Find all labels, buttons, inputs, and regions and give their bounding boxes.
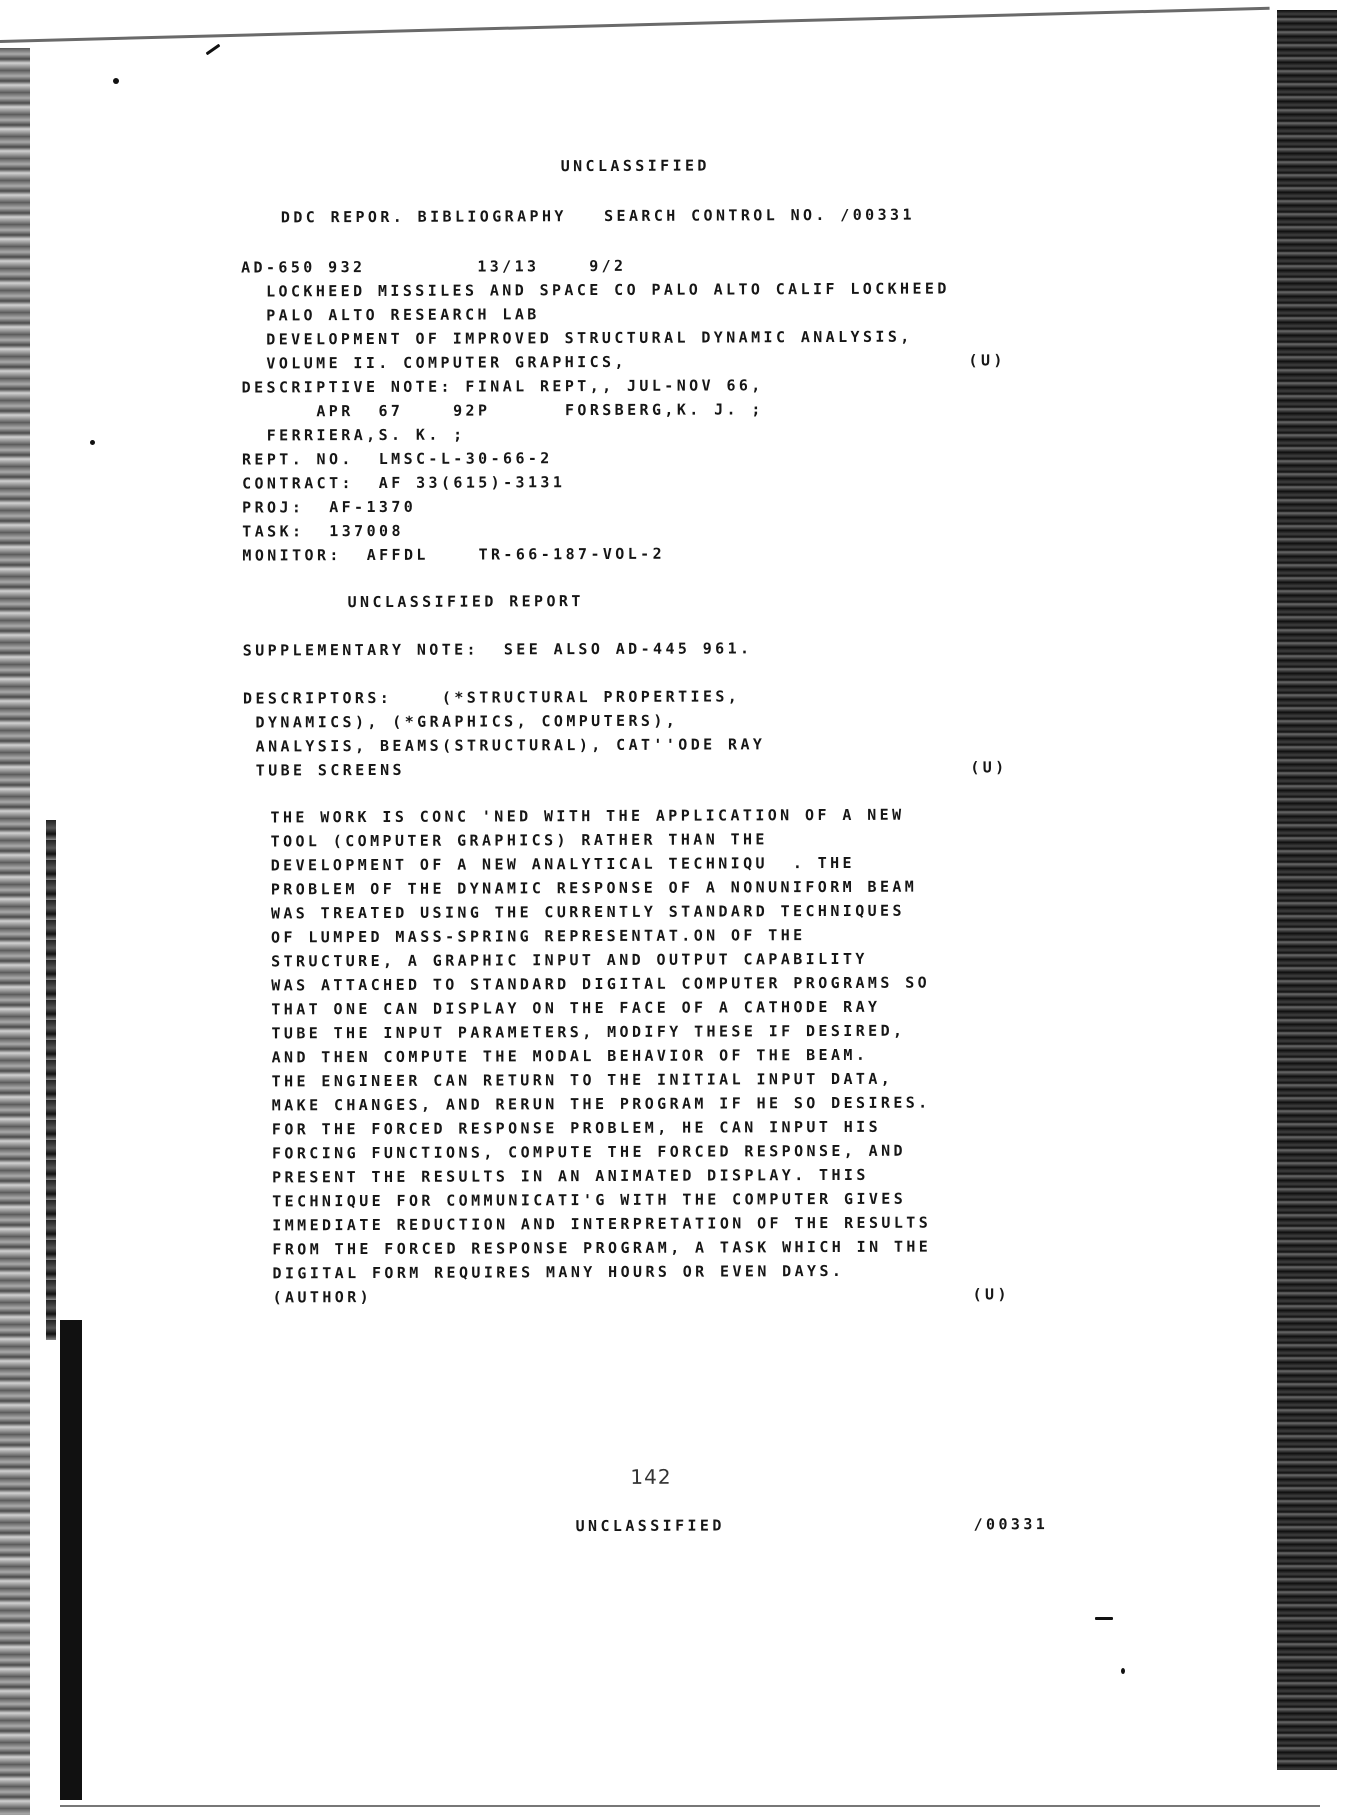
descriptors-classification-mark: (U) [970, 758, 1008, 777]
abstract-line: AND THEN COMPUTE THE MODAL BEHAVIOR OF THE BEAM. [271, 1045, 869, 1067]
record-line: CONTRACT: AF 33(615)-3131 [242, 473, 566, 493]
bibliography-title: DDC REPOR. BIBLIOGRAPHY SEARCH CONTROL NO. /00331 [280, 205, 915, 227]
footer-control-number: /00331 [973, 1515, 1049, 1534]
report-classification: UNCLASSIFIED REPORT [347, 592, 584, 612]
record-line: TASK: 137008 [242, 521, 404, 541]
abstract-line: IMMEDIATE REDUCTION AND INTERPRETATION OF THE RESULTS [272, 1213, 932, 1235]
abstract-line: DEVELOPMENT OF A NEW ANALYTICAL TECHNIQU . THE [270, 853, 856, 875]
abstract-line: MAKE CHANGES, AND RERUN THE PROGRAM IF HE SO DESIRES. [271, 1093, 931, 1115]
record-line: DEVELOPMENT OF IMPROVED STRUCTURAL DYNAMIC ANALYSIS, [241, 327, 913, 349]
abstract-line: TECHNIQUE FOR COMMUNICATI'G WITH THE COMPUTER GIVES [272, 1189, 907, 1211]
record-line: DESCRIPTIVE NOTE: FINAL REPT,, JUL-NOV 66, [241, 376, 764, 397]
abstract-line: FROM THE FORCED RESPONSE PROGRAM, A TASK WHICH IN THE [272, 1237, 932, 1259]
descriptor-line: DESCRIPTORS: (*STRUCTURAL PROPERTIES, [242, 687, 741, 708]
abstract-line: PRESENT THE RESULTS IN AN ANIMATED DISPLAY. THIS [272, 1165, 869, 1187]
abstract-line: WAS TREATED USING THE CURRENTLY STANDARD TECHNIQUES [270, 901, 905, 923]
record-line: APR 67 92P FORSBERG,K. J. ; [241, 400, 764, 421]
abstract-line: PROBLEM OF THE DYNAMIC RESPONSE OF A NONUNIFORM BEAM [270, 877, 918, 899]
abstract-line: DIGITAL FORM REQUIRES MANY HOURS OR EVEN DAYS. [272, 1261, 845, 1283]
abstract-line: THE WORK IS CONC 'NED WITH THE APPLICATION OF A NEW [270, 805, 905, 827]
record-line: PALO ALTO RESEARCH LAB [241, 305, 540, 325]
descriptor-line: ANALYSIS, BEAMS(STRUCTURAL), CAT''ODE RAY [243, 735, 766, 756]
record-line: AD-650 932 13/13 9/2 [241, 256, 627, 277]
abstract-line: TUBE THE INPUT PARAMETERS, MODIFY THESE IF DESIRED, [271, 1021, 906, 1043]
abstract-line: THAT ONE CAN DISPLAY ON THE FACE OF A CATHODE RAY [271, 997, 881, 1019]
footer-classification: UNCLASSIFIED [575, 1516, 725, 1536]
supplementary-note: SUPPLEMENTARY NOTE: SEE ALSO AD-445 961. [242, 639, 753, 660]
record-line: VOLUME II. COMPUTER GRAPHICS, [241, 352, 627, 373]
abstract-line: (AUTHOR) [272, 1288, 373, 1307]
abstract-classification-mark: (U) [972, 1285, 1010, 1304]
record-line: REPT. NO. LMSC-L-30-66-2 [241, 449, 553, 469]
abstract-line: FORCING FUNCTIONS, COMPUTE THE FORCED RESPONSE, AND [271, 1141, 906, 1163]
header-classification: UNCLASSIFIED [560, 156, 710, 176]
record-line: LOCKHEED MISSILES AND SPACE CO PALO ALTO CALIF LOCKHEED [241, 279, 950, 301]
descriptor-line: TUBE SCREENS [243, 760, 405, 780]
page-number: 142 [630, 1464, 672, 1489]
abstract-line: THE ENGINEER CAN RETURN TO THE INITIAL INPUT DATA, [271, 1069, 894, 1091]
record-line: PROJ: AF-1370 [242, 497, 417, 517]
abstract-line: STRUCTURE, A GRAPHIC INPUT AND OUTPUT CAPABILITY [271, 949, 868, 971]
abstract-line: WAS ATTACHED TO STANDARD DIGITAL COMPUTER PROGRAMS SO [271, 973, 931, 995]
abstract-line: TOOL (COMPUTER GRAPHICS) RATHER THAN THE [270, 830, 768, 851]
record-line: FERRIERA,S. K. ; [241, 425, 466, 445]
descriptor-line: DYNAMICS), (*GRAPHICS, COMPUTERS), [243, 711, 679, 732]
record-line: MONITOR: AFFDL TR-66-187-VOL-2 [242, 544, 666, 565]
abstract-line: FOR THE FORCED RESPONSE PROBLEM, HE CAN INPUT HIS [271, 1117, 882, 1139]
title-classification-mark: (U) [968, 351, 1006, 370]
abstract-line: OF LUMPED MASS-SPRING REPRESENTAT.ON OF THE [270, 926, 806, 947]
